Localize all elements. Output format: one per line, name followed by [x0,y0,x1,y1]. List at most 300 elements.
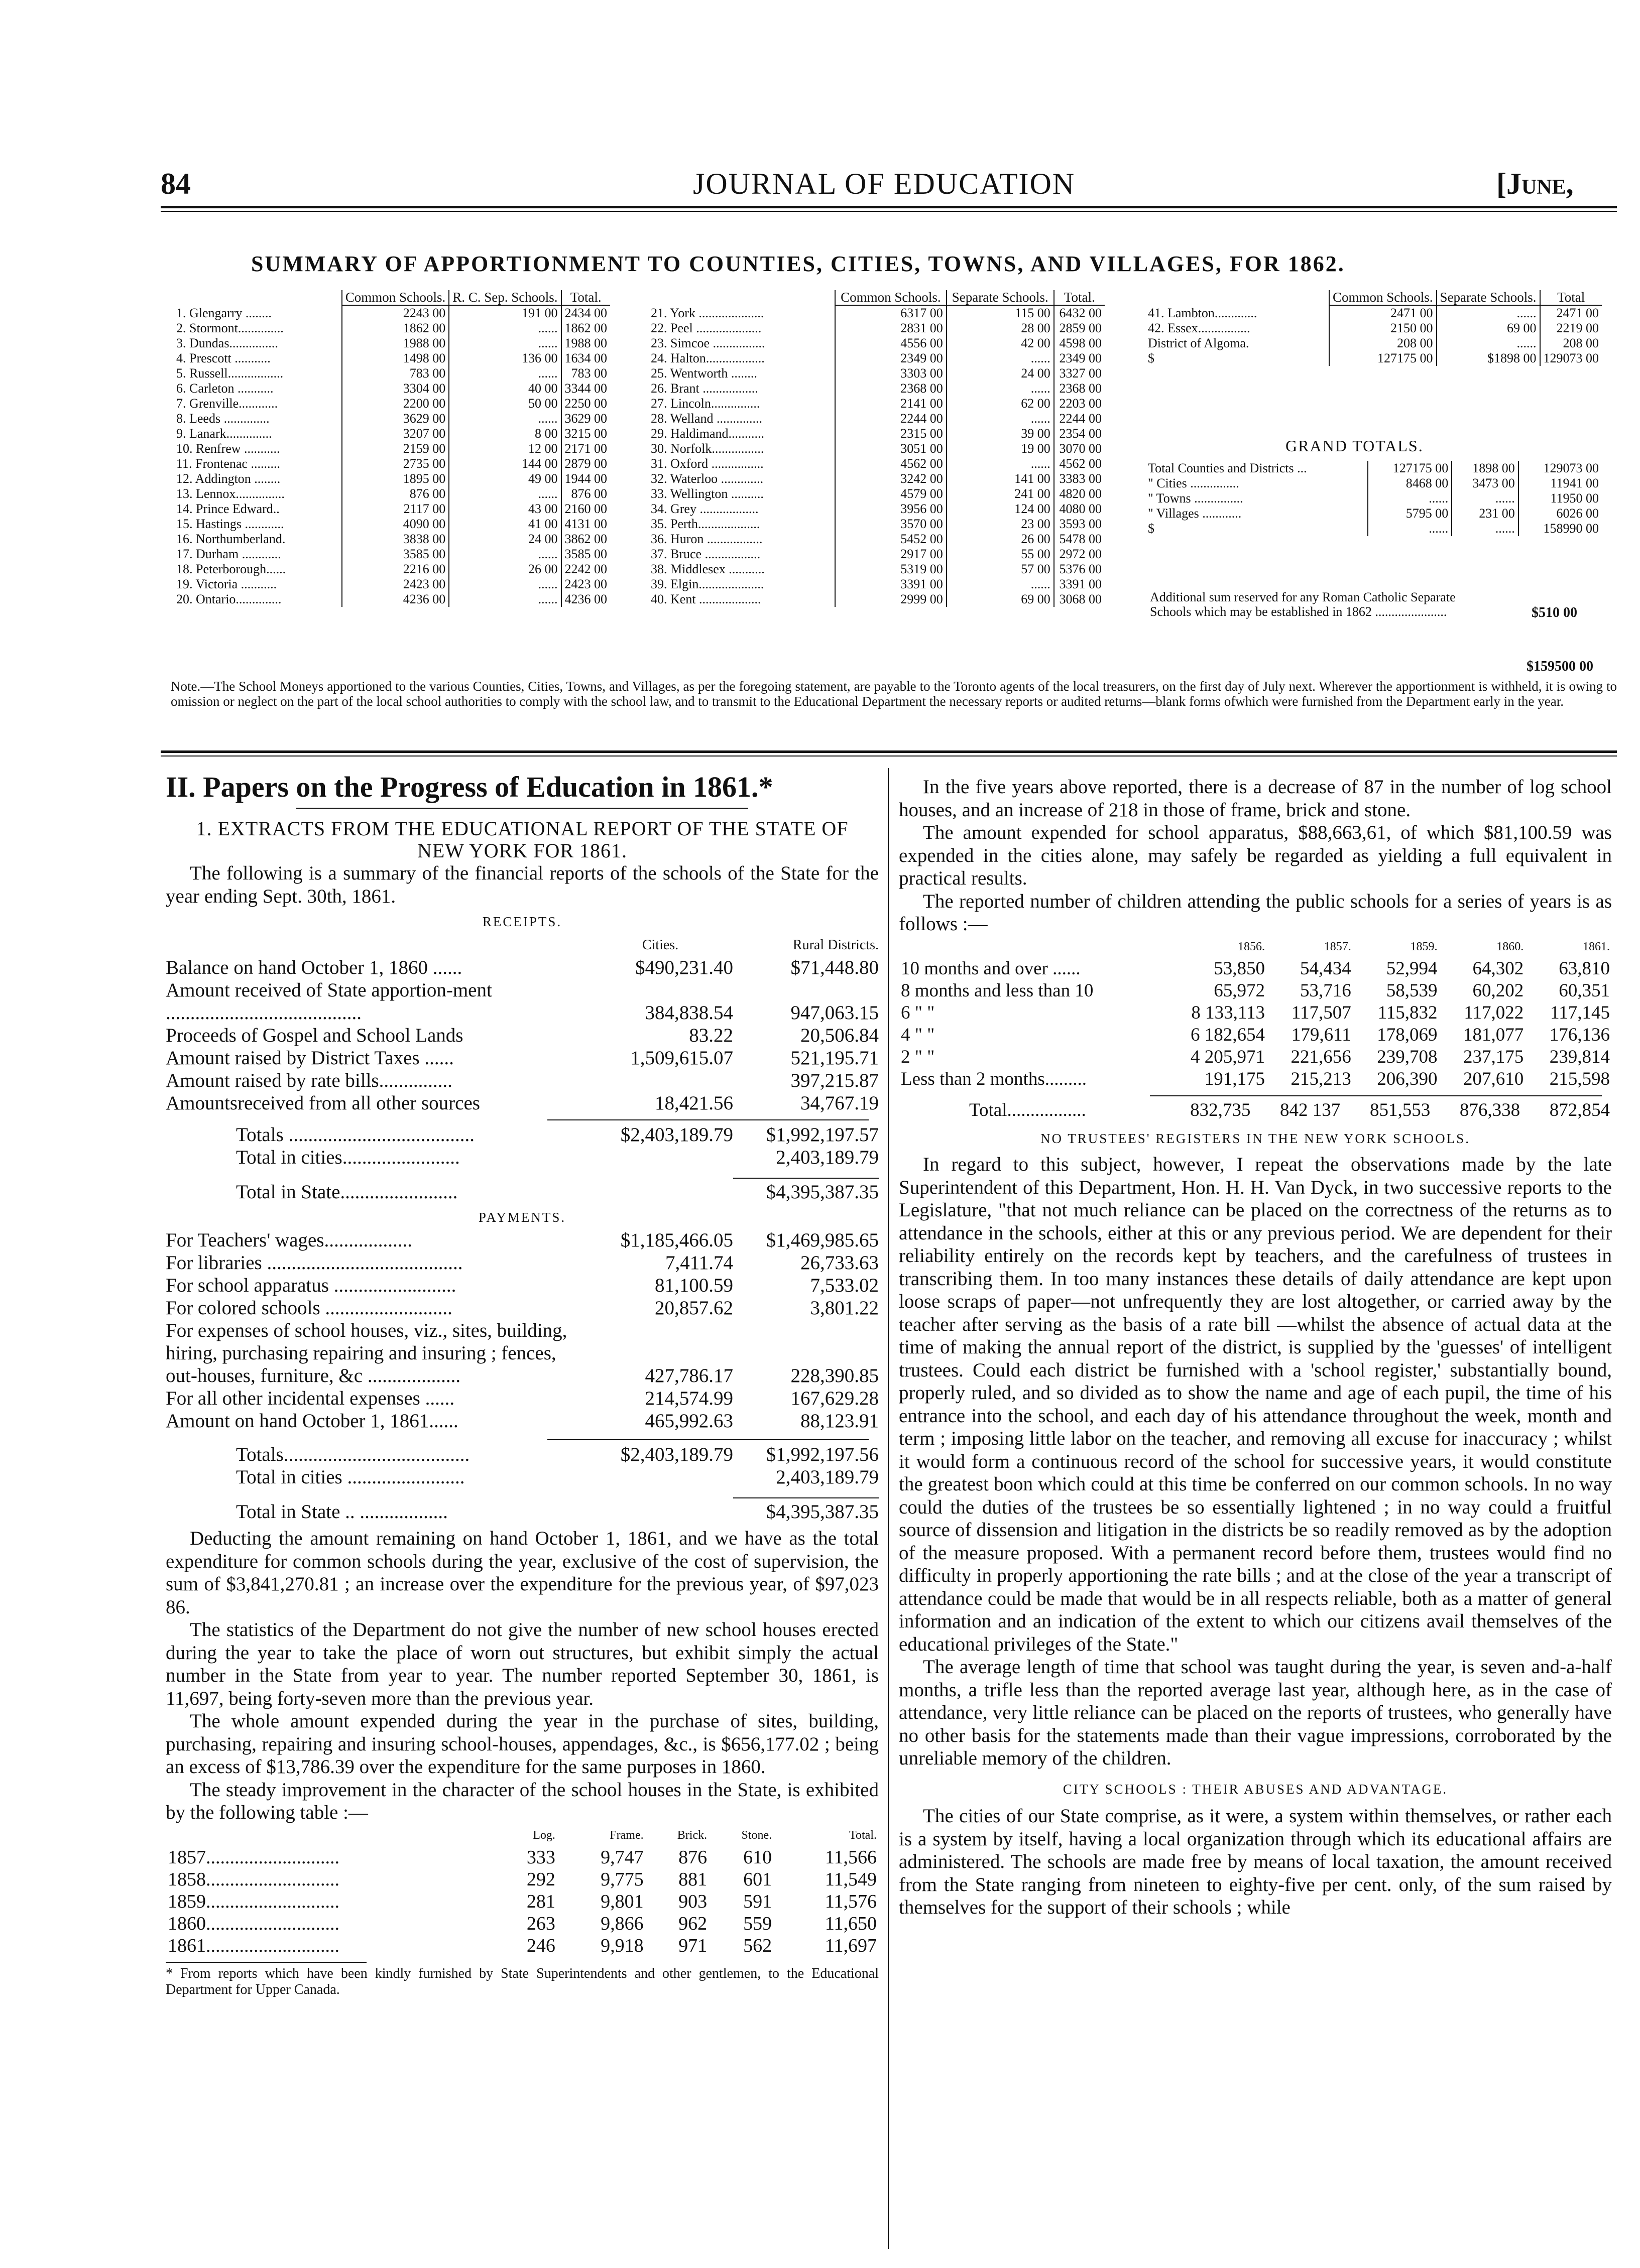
county-name: 2. Stormont.............. [176,321,284,335]
amount-cell: 69 00 [947,592,1054,607]
summary-table-counties-2 [648,290,1105,607]
ledger-row [166,1092,879,1114]
county-name: 24. Halton.................. [651,351,765,365]
amount-cell: 2879 00 [561,456,611,471]
amount-cell: 2219 00 [1540,321,1602,336]
amount-cell: 12 00 [449,441,561,456]
totals-row: Totals ...................................... $2,403,189.79 $1,992,197.57 [236,1123,879,1146]
county-name: 36. Huron ................. [651,532,763,546]
ledger-label: For Teachers' wages.................. [166,1229,412,1251]
county-name: " Villages ............ [1148,506,1242,521]
amount-cell: 129073 00 [1518,461,1602,476]
table-cell: 215,598 [1549,1068,1610,1089]
county-name: 38. Middlesex ........... [651,562,765,576]
summary-row [173,396,610,411]
ledger-amount: 7,411.74 [665,1252,733,1274]
right-column [899,776,1612,1919]
table-cell: 221,656 [1291,1046,1351,1067]
amount-cell: 4598 00 [1054,336,1105,351]
amount-cell: 3242 00 [835,471,947,486]
row-label: 6 " " [901,1002,935,1023]
amount-cell: 57 00 [947,562,1054,577]
ledger-label: Amount on hand October 1, 1861...... [166,1410,458,1432]
table-cell: 559 [743,1913,772,1934]
ledger-amount: 1,509,615.07 [630,1047,733,1069]
ledger-amount: 18,421.56 [655,1092,733,1114]
amount-cell: 4080 00 [1054,501,1105,517]
amount-cell: 5376 00 [1054,562,1105,577]
table-cell: 9,801 [601,1891,644,1912]
summary-row [648,321,1105,336]
amount-cell: ...... [449,547,561,562]
ledger-amount: $1,185,466.05 [620,1229,733,1251]
amount-cell: 3629 00 [342,411,449,426]
amount-cell: 2859 00 [1054,321,1105,336]
receipts-label: RECEIPTS. [482,914,562,929]
county-name: 6. Carleton ........... [176,381,274,396]
ledger-row [166,1229,879,1251]
summary-row [648,426,1105,441]
amount-cell: 3344 00 [561,381,611,396]
summary-row [1145,336,1602,351]
amount-cell: 2349 00 [835,351,947,366]
amount-cell: 1988 00 [561,336,611,351]
summary-row [173,426,610,441]
amount-cell: 2423 00 [561,577,611,592]
county-name: 28. Welland .............. [651,411,763,426]
amount-cell: 43 00 [449,501,561,517]
col-head: Common Schools. [1329,290,1437,305]
ledger-amount: 384,838.54 [645,1001,733,1024]
summary-row [648,532,1105,547]
table-cell: 117,507 [1291,1002,1351,1023]
amount-cell: 55 00 [947,547,1054,562]
ledger-row [166,956,879,979]
attendance-table: 1856. 1857. 1859. 1860. 1861. 10 months and over ...... 53,850 54,434 52,994 64,302 63,810 8 months and less than 10 65,972 53,716 58,539 60,202 60,351 6 " " 8 133,113 117,507 115,832 117,022 117,145 4 " " 6 182,654 179,611 178,069 181,077 176,136 2 " " 4 205,971 221,656 239,708 237,175 239,814 Less than 2 months......... 191,175 215,213 206,390 207,610 215,598 [899,936,1612,1090]
ledger-amount: 81,100.59 [655,1275,733,1296]
table-cell: 237,175 [1463,1046,1524,1067]
table-cell: 207,610 [1463,1068,1524,1089]
ledger-label: For colored schools .......................... [166,1297,452,1319]
table-cell: 876 [678,1846,708,1868]
table-row [166,1846,879,1868]
table-cell: 239,814 [1549,1046,1610,1067]
ledger-amount: 83.22 [689,1024,733,1046]
col-head: Total. [561,290,611,305]
amount-cell: ...... [947,456,1054,471]
table-row [899,1002,1612,1024]
amount-cell: 19 00 [947,441,1054,456]
county-name: 30. Norfolk................ [651,441,764,456]
amount-cell: 115 00 [947,305,1054,321]
amount-cell: 40 00 [449,381,561,396]
header-rule [161,206,1617,208]
amount-cell: 3391 00 [835,577,947,592]
ledger-amount: 20,857.62 [655,1297,733,1319]
summary-row [173,456,610,471]
amount-cell: 783 00 [561,366,611,381]
amount-cell: 8 00 [449,426,561,441]
amount-cell: 3303 00 [835,366,947,381]
amount-cell: 42 00 [947,336,1054,351]
county-name: " Towns ............... [1148,491,1243,506]
summary-row [1145,476,1602,491]
table-cell: 9,866 [601,1913,644,1934]
amount-cell: 2434 00 [561,305,611,321]
ledger-label: Proceeds of Gospel and School Lands [166,1024,463,1046]
amount-cell: 144 00 [449,456,561,471]
table-cell: 191,175 [1204,1068,1265,1089]
amount-cell: 2423 00 [342,577,449,592]
paragraph: The cities of our State comprise, as it were, a system within themselves, or rather each is a system by itself, having a local organization through which its educational affairs are administered. The schools are made free by means of local taxation, the amount received from the State ranging from nineteen to eighty-five per cent. only, of the sum raised by themselves for the support of their schools ; while [899,1805,1612,1918]
payments-table [166,1229,879,1432]
amount-cell: ...... [449,321,561,336]
ledger-label: Balance on hand October 1, 1860 ...... [166,956,462,978]
table-cell: 610 [743,1846,772,1868]
summary-row [1145,461,1602,476]
school-houses-table: Log. Frame. Brick. Stone. Total. 1857............................ 333 9,747 876 610 11,566 1858............................ 292 9,775 881 601 11,549 1859............................ 281 9,801 903 591 11,576 1860............................ 263 9,866 962 559 11,650 1861............................ 246 9,918 971 562 11,697 [166,1824,879,1957]
summary-row [1145,491,1602,506]
table-cell: 178,069 [1377,1024,1438,1045]
section-title: II. Papers on the Progress of Education in 1861.* [166,771,773,803]
amount-cell: 127175 00 [1329,351,1437,366]
ledger-row [166,1251,879,1274]
amount-cell: ...... [449,577,561,592]
amount-cell: 2315 00 [835,426,947,441]
amount-cell: ...... [947,411,1054,426]
county-name: " Cities ............... [1148,476,1239,490]
table-cell: 176,136 [1549,1024,1610,1045]
table-cell: 11,650 [825,1913,877,1934]
table-cell: 333 [526,1846,555,1868]
amount-cell: 783 00 [342,366,449,381]
section-rule [296,808,748,809]
table-cell: 63,810 [1559,958,1610,979]
amount-cell: 2349 00 [1054,351,1105,366]
amount-cell: 2200 00 [342,396,449,411]
county-name: 4. Prescott ........... [176,351,271,365]
ledger-amount: 167,629.28 [790,1388,879,1409]
table-cell: 11,697 [825,1935,877,1956]
paragraph: The reported number of children attending the public schools for a series of years is as follows :— [899,890,1612,935]
table-cell: 281 [526,1891,555,1912]
amount-cell: 3383 00 [1054,471,1105,486]
amount-cell: 39 00 [947,426,1054,441]
amount-cell: 2999 00 [835,592,947,607]
summary-row [1145,506,1602,521]
amount-cell: 3862 00 [561,532,611,547]
county-name: 14. Prince Edward.. [176,501,280,516]
amount-cell: 1634 00 [561,351,611,366]
county-name: 26. Brant ................. [651,381,758,396]
paragraph: The amount expended for school apparatus, $88,663,61, of which $81,100.59 was expended in the cities alone, may safely be regarded as yielding a full equivalent in practical results. [899,822,1612,889]
col-cities: Cities. [642,937,679,953]
summary-row [173,532,610,547]
amount-cell: 6317 00 [835,305,947,321]
col-head: Common Schools. [835,290,947,305]
table-row [166,1935,879,1957]
county-name: $ [1148,521,1154,536]
row-label: 10 months and over ...... [901,958,1081,979]
ledger-row [166,1297,879,1319]
amount-cell: 28 00 [947,321,1054,336]
amount-cell: ...... [947,577,1054,592]
paragraph: In regard to this subject, however, I repeat the observations made by the late Superintendent of this Department, Hon. H. H. Van Dyck, in two successive reports to the Legislature, "that not much reliance can be placed on the correctness of the returns as to attendance in the schools, either at this or any previous period. We are dependent for their reliability entirely on the records kept by teachers, and the carefulness of trustees in transcribing them. In too many instances these details of daily attendance are kept upon loose scraps of paper—not unfrequently they are lost altogether, or carried away by the teacher after serving as the basis of a rate bill —whilst the absence of actual data at the time of making the annual report of the district, is supplied by the 'guesses' of intelligent trustees. Could each district be furnished with a 'school register,' substantially bound, properly ruled, and so divided as to show the name and age of each pupil, the time of his entrance into the school, and each day of his attendance throughout the week, month and term ; imposing little labor on the teacher, and removing all excuse for inaccuracy ; whilst it would form a continuous record of the school for successive years, it would constitute the greatest boon which could at this time be conferred on our common schools. In no way could the duties of the trustees be so essentially lightened ; in no way could a fruitful source of dissension and litigation in the districts be so readily removed as by the adoption of the measure proposed. With a permanent record before them, trustees would find no difficulty in properly apportioning the rate bills ; and at the close of the year a transcript of attendance could be made that would be in all respects reliable, both as a matter of general information and an indication of the extent to which our citizens avail themselves of the educational privileges of the State." [899,1154,1612,1655]
ledger-amount: 228,390.85 [790,1365,879,1387]
payments-totals [166,1443,879,1488]
amount-cell: 2150 00 [1329,321,1437,336]
additional-sum-value: $510 00 [1532,605,1577,620]
additional-sum: Additional sum reserved for any Roman Catholic Separate Schools which may be established in 1862 ...................... [1150,590,1456,619]
table-cell: 53,716 [1300,980,1351,1001]
ledger-amount: $490,231.40 [635,956,733,978]
county-name: 34. Grey .................. [651,501,759,516]
ledger-amount: 521,195.71 [790,1047,879,1069]
left-column [166,771,879,1998]
row-label: 1861............................ [168,1935,339,1956]
row-label: 2 " " [901,1046,935,1067]
amount-cell: 2368 00 [835,381,947,396]
amount-cell: ...... [1437,305,1540,321]
amount-cell: 2216 00 [342,562,449,577]
amount-cell: 5452 00 [835,532,947,547]
ledger-row [166,1274,879,1297]
county-name: 7. Grenville............ [176,396,278,411]
amount-cell: ...... [449,336,561,351]
ledger-amount: 7,533.02 [810,1275,879,1296]
amount-cell: 2141 00 [835,396,947,411]
ledger-label: For all other incidental expenses ...... [166,1388,455,1409]
table-cell: 181,077 [1463,1024,1524,1045]
amount-cell: 4090 00 [342,517,449,532]
amount-cell: 1498 00 [342,351,449,366]
amount-cell: 69 00 [1437,321,1540,336]
summary-row [173,441,610,456]
county-name: 32. Waterloo ............. [651,471,764,486]
footnote: * From reports which have been kindly furnished by State Superintendents and other gentlemen, to the Educational Department for Upper Canada. [166,1965,879,1997]
summary-row [173,411,610,426]
paragraph: The steady improvement in the character of the school houses in the State, is exhibited by the following table :— [166,1779,879,1823]
summary-row [173,366,610,381]
amount-cell: 24 00 [449,532,561,547]
amount-cell: 1988 00 [342,336,449,351]
amount-cell: 3585 00 [561,547,611,562]
amount-cell: 3327 00 [1054,366,1105,381]
summary-row [648,381,1105,396]
amount-cell: 3070 00 [1054,441,1105,456]
receipts-table [166,934,879,1114]
amount-cell: ...... [947,351,1054,366]
row-label: 1859............................ [168,1891,339,1912]
summary-note: Note.—The School Moneys apportioned to the various Counties, Cities, Towns, and Villages, as per the foregoing statement, are payable to the Toronto agents of the local treasurers, on the first day of July next. Wherever the apportionment is withheld, it is owing to omission or neglect on the part of the local school authorities to comply with the school law, and to transmit to the Educational Department the necessary reports or audited returns—blank forms ofwhich were furnished from the Department early in the year. [171,679,1617,709]
summary-row [1145,351,1602,366]
table-cell: 292 [526,1868,555,1890]
summary-row [648,336,1105,351]
amount-cell: $1898 00 [1437,351,1540,366]
county-name: 3. Dundas............... [176,336,278,350]
column-divider [888,768,889,2249]
summary-row [173,305,610,321]
county-name: 8. Leeds .............. [176,411,270,426]
amount-cell: 3391 00 [1054,577,1105,592]
amount-cell: 3473 00 [1452,476,1518,491]
county-name: 39. Elgin.................... [651,577,764,591]
summary-row [648,562,1105,577]
grand-totals-title: GRAND TOTALS. [1285,437,1424,455]
table-cell: 9,775 [601,1868,644,1890]
amount-cell: 11941 00 [1518,476,1602,491]
ledger-label: For libraries ........................................ [166,1252,463,1274]
amount-cell: 1862 00 [561,321,611,336]
grand-total-value: $159500 00 [1527,659,1593,674]
grand-totals-table [1145,461,1602,536]
amount-cell: 26 00 [947,532,1054,547]
ledger-amount: 88,123.91 [800,1410,879,1432]
summary-row [648,592,1105,607]
col-rural: Rural Districts. [792,937,879,953]
amount-cell: 876 00 [342,486,449,501]
amount-cell: 231 00 [1452,506,1518,521]
summary-row [173,592,610,607]
ledger-amount [588,1069,733,1092]
amount-cell: 2471 00 [1540,305,1602,321]
amount-cell: 2159 00 [342,441,449,456]
ledger-row [166,979,879,1024]
amount-cell: 129073 00 [1540,351,1602,366]
ledger-amount: 397,215.87 [790,1069,879,1091]
payments-state-total [166,1500,879,1523]
table-cell: 239,708 [1377,1046,1438,1067]
amount-cell: 1895 00 [342,471,449,486]
amount-cell: 5795 00 [1368,506,1452,521]
county-name: 5. Russell................. [176,366,284,381]
amount-cell: 1944 00 [561,471,611,486]
summary-row [173,562,610,577]
ledger-amount: 3,801.22 [810,1297,879,1319]
table-cell: 591 [743,1891,772,1912]
summary-row [173,336,610,351]
summary-table-counties-1 [173,290,610,607]
amount-cell: 3051 00 [835,441,947,456]
summary-row [648,471,1105,486]
amount-cell: 208 00 [1329,336,1437,351]
row-label: 1858............................ [168,1868,339,1890]
summary-row [648,411,1105,426]
amount-cell: 124 00 [947,501,1054,517]
county-name: 19. Victoria ........... [176,577,277,591]
table-row [166,1913,879,1935]
amount-cell: 2831 00 [835,321,947,336]
amount-cell: ...... [449,486,561,501]
amount-cell: 2471 00 [1329,305,1437,321]
month-label: [June, [1496,167,1574,200]
county-name: 37. Bruce ................. [651,547,761,561]
amount-cell: 2250 00 [561,396,611,411]
ledger-amount: 465,992.63 [645,1410,733,1432]
summary-row [1145,305,1602,321]
amount-cell: ...... [449,366,561,381]
table-cell: 52,994 [1386,958,1438,979]
amount-cell: 3593 00 [1054,517,1105,532]
table-row [899,1024,1612,1046]
amount-cell: 3956 00 [835,501,947,517]
summary-row [648,305,1105,321]
amount-cell: 208 00 [1540,336,1602,351]
amount-cell: 49 00 [449,471,561,486]
receipts-totals [166,1123,879,1169]
amount-cell: 191 00 [449,305,561,321]
amount-cell: 4131 00 [561,517,611,532]
paragraph: The statistics of the Department do not give the number of new school houses erected during the year to take the place of worn out structures, but exhibit simply the actual number in the State from year to year. The number reported September 30, 1861, is 11,697, being forty-seven more than the previous year. [166,1619,879,1709]
table-cell: 4 205,971 [1190,1046,1265,1067]
paragraph: In the five years above reported, there is a decrease of 87 in the number of log school houses, and an increase of 218 in those of frame, brick and stone. [899,776,1612,821]
table-cell: 11,576 [825,1891,877,1912]
table-cell: 206,390 [1377,1068,1438,1089]
county-name: 15. Hastings ............ [176,517,284,531]
table-cell: 11,549 [825,1868,877,1890]
summary-row [648,501,1105,517]
amount-cell: 136 00 [449,351,561,366]
col-head: Total. [1054,290,1105,305]
amount-cell: 2160 00 [561,501,611,517]
amount-cell: ...... [1368,491,1452,506]
amount-cell: 4236 00 [561,592,611,607]
heading-no-trustees-registers: NO TRUSTEES' REGISTERS IN THE NEW YORK SCHOOLS. [1040,1130,1470,1146]
amount-cell: 11950 00 [1518,491,1602,506]
table-cell: 9,918 [601,1935,644,1956]
table-cell: 53,850 [1214,958,1265,979]
total-row: Total................. 832,735 842 137 851,553 876,338 872,854 [969,1099,1610,1120]
amount-cell: 3215 00 [561,426,611,441]
ledger-label: Amountsreceived from all other sources [166,1092,480,1114]
totals-row: Totals...................................... $2,403,189.79 $1,992,197.56 [236,1444,879,1465]
amount-cell: 3570 00 [835,517,947,532]
summary-row [173,517,610,532]
amount-cell: 141 00 [947,471,1054,486]
amount-cell: ...... [1368,521,1452,536]
table-row [899,958,1612,980]
amount-cell: ...... [1452,491,1518,506]
table-row [166,1891,879,1913]
county-name: 31. Oxford ................ [651,456,764,471]
table-row [899,1068,1612,1090]
table-cell: 215,213 [1291,1068,1351,1089]
amount-cell: 5319 00 [835,562,947,577]
amount-cell: 1898 00 [1452,461,1518,476]
table-cell: 11,566 [825,1846,877,1868]
county-name: 42. Essex................ [1148,321,1250,335]
summary-row [173,321,610,336]
ledger-label: Amount received of State apportion-ment ........................................ [166,979,492,1024]
amount-cell: 4236 00 [342,592,449,607]
table-cell: 117,022 [1464,1002,1524,1023]
ledger-amount: 34,767.19 [800,1092,879,1114]
summary-row [648,441,1105,456]
ledger-row [166,1069,879,1092]
amount-cell: 3585 00 [342,547,449,562]
ledger-amount: $71,448.80 [790,956,879,978]
table-cell: 881 [678,1868,708,1890]
heading-city-schools: CITY SCHOOLS : THEIR ABUSES AND ADVANTAGE. [1063,1781,1448,1797]
county-name: 25. Wentworth ........ [651,366,757,381]
table-cell: 58,539 [1386,980,1438,1001]
ledger-row [166,1024,879,1047]
amount-cell: 4820 00 [1054,486,1105,501]
receipts-state-total [166,1181,879,1203]
payments-label: PAYMENTS. [478,1209,566,1225]
summary-row [648,517,1105,532]
ledger-amount: $1,469,985.65 [766,1229,879,1251]
